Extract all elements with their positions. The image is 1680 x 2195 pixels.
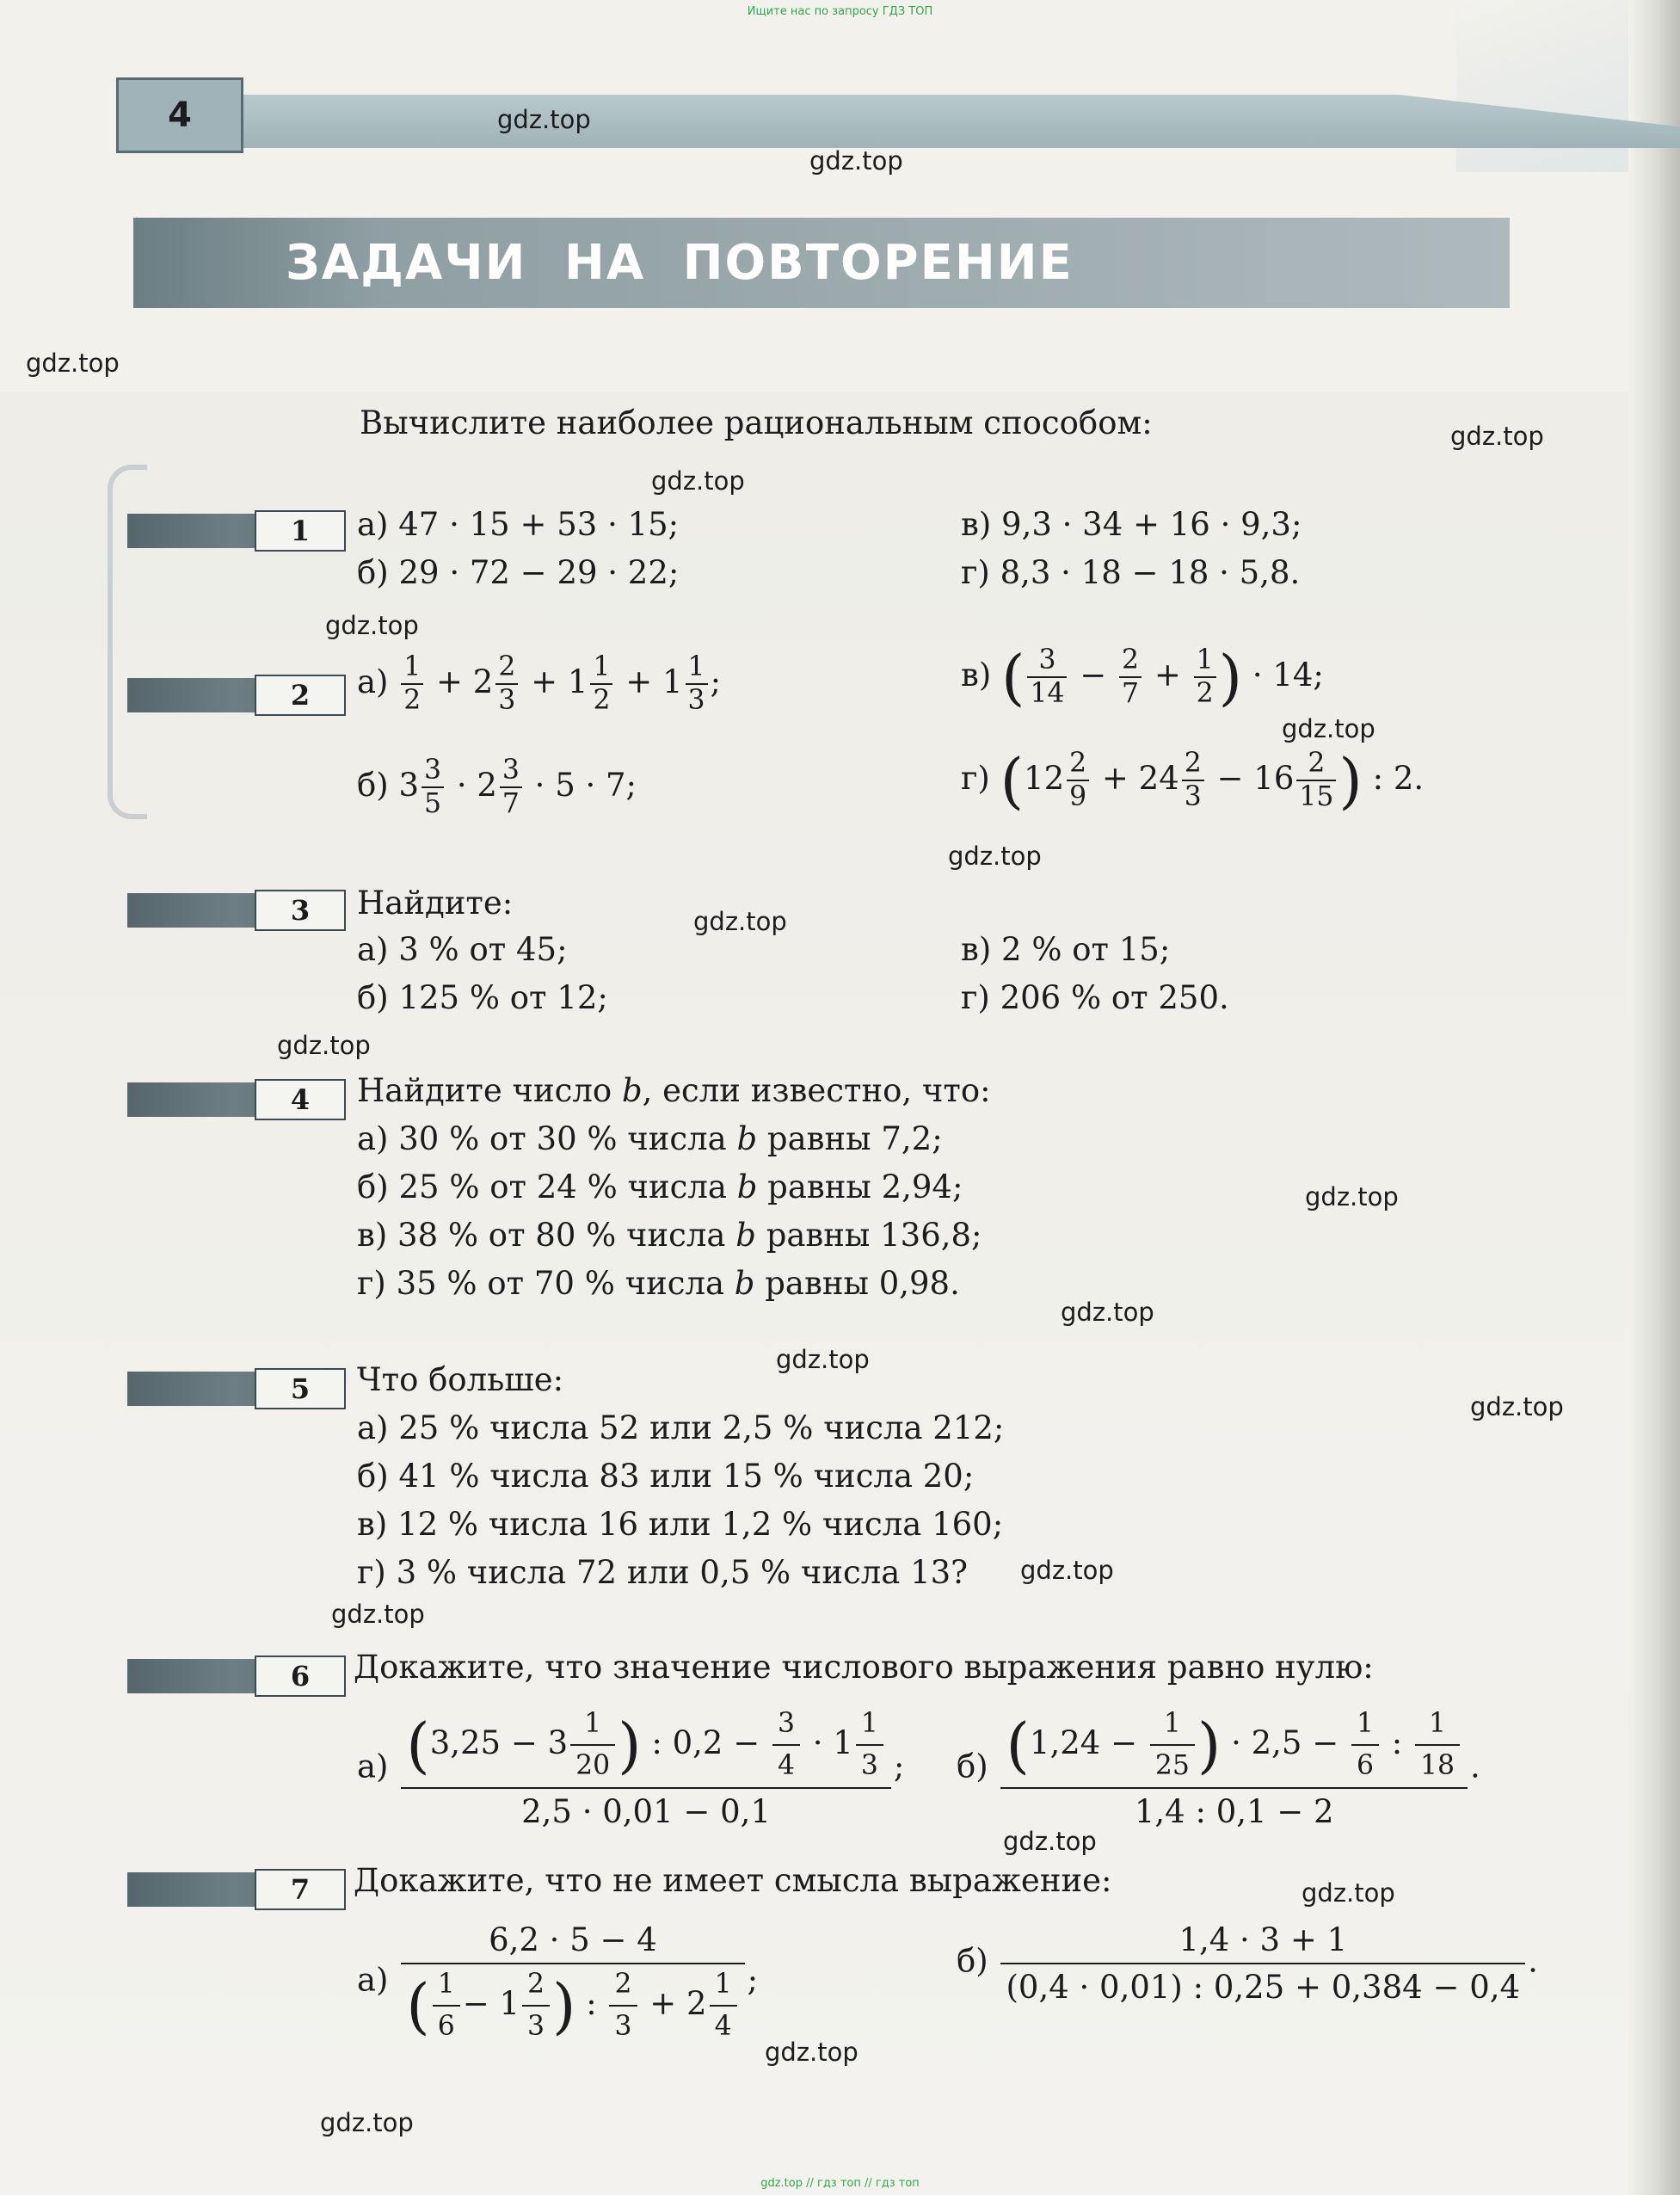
term: − 16 (1216, 759, 1295, 797)
numerator: 1 (433, 1971, 460, 2007)
watermark: gdz.top (331, 1600, 425, 1629)
section-title: ЗАДАЧИ НА ПОВТОРЕНИЕ (286, 235, 1074, 291)
numerator: 1 (1415, 1711, 1460, 1746)
fraction (433, 1971, 460, 2041)
watermark: gdz.top (1302, 1878, 1395, 1908)
task-7-b (957, 1921, 1538, 2006)
denominator: 5 (424, 788, 442, 820)
watermark: gdz.top (497, 105, 591, 134)
denominator: 15 (1299, 781, 1334, 813)
task-3-g: г) 206 % от 250. (961, 979, 1229, 1016)
task-7-title: Докажите, что не имеет смысла выражение: (354, 1862, 1112, 1899)
denominator: 2 (1196, 678, 1214, 710)
watermark: gdz.top (693, 907, 787, 936)
compound-fraction (1000, 1708, 1468, 1830)
denominator: 20 (575, 1750, 611, 1782)
watermark: gdz.top (1020, 1556, 1114, 1585)
denominator: 18 (1419, 1750, 1455, 1782)
fraction (1027, 644, 1067, 710)
header-band (116, 95, 1680, 148)
item-label: б) (357, 766, 389, 804)
item-label: в) (961, 656, 992, 694)
denominator: 25 (1154, 1750, 1190, 1782)
denominator: 7 (502, 788, 520, 820)
variable: b (736, 1168, 758, 1205)
variable: b (734, 1265, 755, 1302)
item-label: б) (957, 1748, 988, 1785)
numerator: 2 (495, 654, 518, 685)
fraction (495, 651, 518, 717)
task-4-a (357, 1120, 943, 1157)
denominator: ( $\frac{1}{6}$ − 1 $\frac{2}{3}$ ) : $\frac{2}{3}$ + 2 $\frac{1}{4}$ (401, 1964, 744, 2041)
numerator: 1 (401, 654, 423, 685)
title-text: , если известно, что: (642, 1072, 991, 1109)
denominator: 7 (1122, 678, 1140, 710)
watermark: gdz.top (651, 466, 745, 496)
numerator: 2 (1296, 750, 1336, 781)
task-number: 7 (255, 1869, 346, 1910)
bottom-note: gdz.top // гдз топ // гдз топ (760, 2177, 920, 2190)
term: · 2 (456, 766, 497, 804)
watermark: gdz.top (776, 1345, 870, 1374)
numerator: 1 (856, 1711, 883, 1746)
watermark: gdz.top (948, 842, 1042, 871)
denominator: 1,4 : 0,1 − 2 (1134, 1792, 1334, 1830)
section-title-bar (133, 218, 1510, 308)
task-5-g: г) 3 % числа 72 или 0,5 % числа 13? (357, 1554, 969, 1591)
watermark: gdz.top (325, 611, 419, 640)
watermark: gdz.top (1061, 1298, 1154, 1327)
watermark: gdz.top (277, 1031, 371, 1060)
denominator: 2 (593, 685, 611, 717)
task-number: 3 (255, 890, 346, 931)
denominator: 3 (687, 685, 705, 717)
task-2-g: г) (12 $\frac{2}{9}$ + 24 $\frac{2}{3}$ − 16 $\frac{2}{15}$ ) : 2. (961, 745, 1425, 817)
task-5-a: а) 25 % числа 52 или 2,5 % числа 212; (357, 1409, 1005, 1446)
fraction (710, 1971, 737, 2041)
item-label: а) (357, 1961, 389, 1999)
denominator: 2 (403, 685, 422, 717)
fraction (590, 651, 612, 717)
fraction (1067, 750, 1089, 811)
fraction (1150, 1708, 1195, 1782)
watermark: gdz.top (26, 348, 120, 378)
terminator: . (1470, 1748, 1480, 1785)
item-text: а) 30 % от 30 % числа (357, 1120, 727, 1157)
task-5-v: в) 12 % числа 16 или 1,2 % числа 160; (357, 1506, 1004, 1543)
numerator: (1,24 − $\frac{1}{25}$ ) · 2,5 − $\frac{1}{6}$ : $\frac{1}{18}$ (1000, 1711, 1468, 1789)
item-label: а) (357, 663, 389, 700)
terminator: : 2. (1372, 759, 1425, 797)
task-number: 4 (255, 1079, 346, 1120)
term: 12 (1024, 759, 1065, 797)
term: + 1 (625, 663, 683, 700)
variable: b (735, 1217, 756, 1254)
numerator: 2 (1119, 647, 1142, 678)
denominator: (0,4 · 0,01) : 0,25 + 0,384 − 0,4 (1006, 1969, 1521, 2006)
task-4-title (357, 1072, 991, 1109)
watermark: gdz.top (1470, 1392, 1564, 1421)
term: + 24 (1101, 759, 1179, 797)
denominator: 6 (437, 2011, 455, 2043)
item-text: в) 38 % от 80 % числа (357, 1217, 726, 1254)
task-3-a: а) 3 % от 45; (357, 931, 568, 968)
terminator: ; (893, 1748, 905, 1785)
denominator: 3 (498, 685, 516, 717)
title-text: Найдите число (357, 1072, 612, 1109)
denominator: 3 (527, 2011, 545, 2043)
numerator: 1 (1194, 647, 1216, 678)
watermark: gdz.top (765, 2038, 858, 2067)
page-number: 4 (116, 77, 243, 153)
numerator: 3 (422, 757, 444, 788)
intro-text: Вычислите наиболее рациональным способом: (360, 404, 1153, 441)
watermark: gdz.top (320, 2108, 414, 2137)
terminator: . (1528, 1942, 1538, 1980)
term: 1,24 − (1029, 1723, 1138, 1761)
operator: + (1154, 656, 1181, 694)
item-label: г) (961, 759, 990, 797)
fraction (522, 1971, 550, 2041)
numerator: 2 (609, 1971, 637, 2007)
denominator: 9 (1069, 781, 1087, 813)
compound-fraction (401, 1708, 891, 1830)
operator: : (1391, 1723, 1403, 1761)
fraction (856, 1708, 883, 1782)
term: : 0,2 − (651, 1723, 760, 1761)
numerator: 2 (1182, 750, 1204, 781)
task-4-g (357, 1265, 960, 1302)
term: 3,25 − 3 (429, 1723, 569, 1761)
watermark: gdz.top (1305, 1182, 1399, 1212)
task-3-v: в) 2 % от 15; (961, 931, 1171, 968)
term: + 1 (531, 663, 588, 700)
item-text: равны 2,94; (767, 1168, 963, 1205)
numerator: 1 (1150, 1711, 1195, 1746)
fraction (1415, 1708, 1460, 1782)
terminator: · 5 · 7; (534, 766, 637, 804)
numerator: 6,2 · 5 − 4 (401, 1924, 744, 1964)
task-3-title: Найдите: (357, 885, 514, 922)
item-text: равны 136,8; (766, 1217, 982, 1254)
numerator: 1 (710, 1971, 737, 2007)
variable: b (736, 1120, 758, 1157)
numerator: 1 (590, 654, 612, 685)
watermark: gdz.top (809, 146, 903, 176)
numerator: 1 (1351, 1711, 1379, 1746)
fraction (401, 651, 423, 717)
term: − 1 (462, 1984, 520, 2022)
fraction (1351, 1708, 1379, 1782)
task-6-b (957, 1708, 1480, 1830)
term: + 2 (436, 663, 494, 700)
term: 3 (398, 766, 420, 804)
fraction (570, 1708, 615, 1782)
compound-fraction (1000, 1921, 1525, 2006)
denominator: 3 (860, 1750, 878, 1782)
term: + 2 (649, 1984, 707, 2022)
task-number: 2 (255, 675, 346, 716)
numerator: 3 (772, 1711, 800, 1746)
watermark: gdz.top (1282, 714, 1375, 743)
numerator: 1 (686, 654, 708, 685)
numerator: 3 (1027, 647, 1067, 678)
item-text: г) 35 % от 70 % числа (357, 1265, 725, 1302)
denominator: 14 (1030, 678, 1065, 710)
operator: − (1080, 656, 1107, 694)
term: · 1 (812, 1723, 853, 1761)
task-2-a (357, 651, 722, 717)
task-1-a: а) 47 · 15 + 53 · 15; (357, 506, 680, 543)
task-number: 1 (255, 510, 346, 552)
numerator: 2 (522, 1971, 550, 2007)
task-6-title: Докажите, что значение числового выражения равно нулю: (354, 1649, 1374, 1686)
numerator: 3 (500, 757, 522, 788)
fraction (772, 1708, 800, 1782)
item-text: б) 25 % от 24 % числа (357, 1168, 727, 1205)
task-number: 5 (255, 1368, 346, 1409)
operator: : (586, 1984, 607, 2022)
denominator: 4 (714, 2011, 732, 2043)
fraction (1296, 750, 1336, 811)
numerator: (3,25 − 3 $\frac{1}{20}$ ) : 0,2 − $\frac{3}{4}$ · 1 $\frac{1}{3}$ (401, 1711, 891, 1789)
task-2-v: в) ( $\frac{3}{14}$ − $\frac{2}{7}$ + $\frac{1}{2}$ ) · 14; (961, 642, 1324, 713)
task-1-g: г) 8,3 · 18 − 18 · 5,8. (961, 554, 1301, 591)
numerator: 1 (570, 1711, 615, 1746)
fraction (1119, 644, 1142, 710)
numerator: 2 (1067, 750, 1089, 781)
top-note: Ищите нас по запросу ГДЗ ТОП (747, 5, 933, 18)
task-5-b: б) 41 % числа 83 или 15 % числа 20; (357, 1458, 975, 1495)
fraction (500, 757, 522, 818)
item-label: б) (957, 1942, 988, 1980)
task-6-a (357, 1708, 905, 1830)
terminator: · 14; (1252, 656, 1324, 694)
terminator: ; (747, 1961, 759, 1999)
task-1-b: б) 29 · 72 − 29 · 22; (357, 554, 680, 591)
denominator: 3 (614, 2011, 632, 2043)
fraction (686, 651, 708, 717)
fraction (422, 757, 444, 818)
variable: b (621, 1072, 643, 1109)
task-4-v (357, 1217, 982, 1254)
denominator: 3 (1184, 781, 1202, 813)
page-edge-shadow (1628, 0, 1680, 2195)
fraction (609, 1971, 637, 2041)
denominator: 2,5 · 0,01 − 0,1 (521, 1792, 771, 1830)
term: · 2,5 − (1231, 1723, 1339, 1761)
item-text: равны 0,98. (765, 1265, 960, 1302)
terminator: ; (710, 663, 722, 700)
compound-fraction (401, 1921, 744, 2043)
fraction (1182, 750, 1204, 811)
task-7-a (357, 1921, 759, 2043)
task-3-b: б) 125 % от 12; (357, 979, 608, 1016)
denominator: 6 (1356, 1750, 1374, 1782)
item-text: равны 7,2; (766, 1120, 943, 1157)
task-1-v: в) 9,3 · 34 + 16 · 9,3; (961, 506, 1302, 543)
numerator: 1,4 · 3 + 1 (1000, 1924, 1525, 1964)
task-number: 6 (255, 1655, 346, 1697)
task-2-b (357, 757, 637, 818)
denominator: 4 (777, 1750, 795, 1782)
task-4-b (357, 1168, 963, 1205)
watermark: gdz.top (1450, 422, 1544, 451)
item-label: а) (357, 1748, 389, 1785)
fraction (1194, 644, 1216, 710)
watermark: gdz.top (1003, 1827, 1097, 1856)
task-5-title: Что больше: (357, 1361, 564, 1398)
